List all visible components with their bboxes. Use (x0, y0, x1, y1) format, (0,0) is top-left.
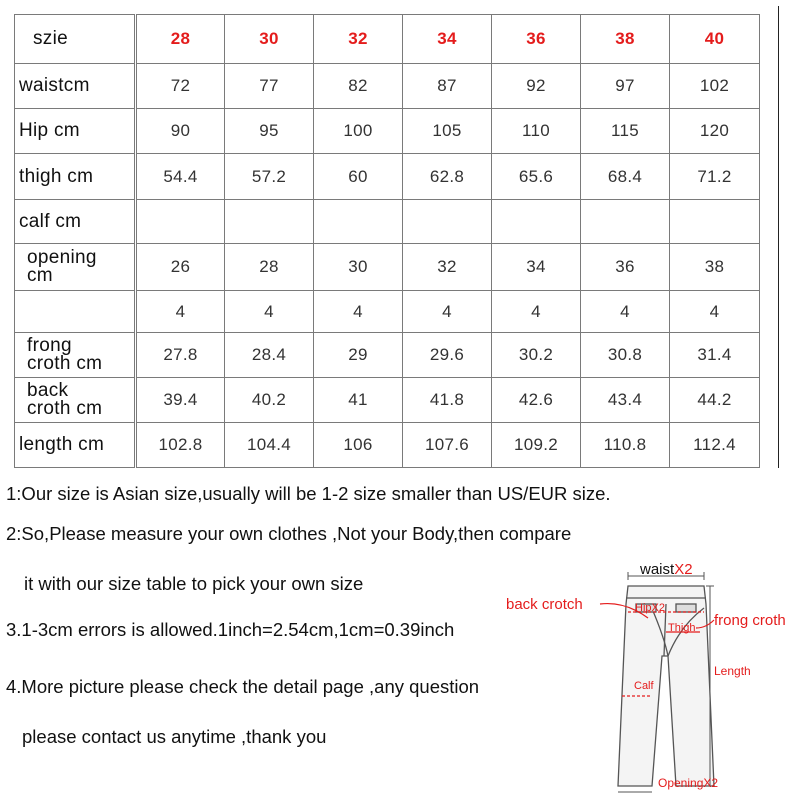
table-cell: 68.4 (581, 154, 670, 200)
row-label (15, 200, 136, 244)
row-label-line: calf cm (19, 210, 82, 232)
diagram-back-crotch-label: back crotch (506, 596, 583, 613)
table-cell: 115 (581, 109, 670, 154)
opening-text: Opening (658, 776, 704, 790)
table-row (15, 154, 760, 200)
row-label (15, 154, 136, 200)
note-2-continued: it with our size table to pick your own size (24, 573, 364, 594)
table-cell: 36 (581, 244, 670, 291)
diagram-opening-label (658, 776, 718, 790)
size-table-container (14, 14, 759, 467)
note-2: 2:So,Please measure your own clothes ,Not your Body,then compare (6, 523, 572, 544)
size-column-header: 30 (225, 15, 314, 64)
table-cell: 26 (136, 244, 225, 291)
row-label-line: back (27, 380, 69, 401)
table-cell: 87 (403, 64, 492, 109)
note-4-continued: please contact us anytime ,thank you (22, 726, 327, 747)
table-cell: 4 (403, 291, 492, 333)
table-cell: 41 (314, 378, 403, 423)
table-cell: 104.4 (225, 423, 314, 468)
size-column-header: 38 (581, 15, 670, 64)
diagram-length-label: Length (714, 664, 751, 678)
measurement-diagram (500, 556, 800, 796)
diagram-thigh-label: Thigh (668, 622, 696, 634)
table-cell (314, 200, 403, 244)
table-cell (492, 200, 581, 244)
table-cell: 57.2 (225, 154, 314, 200)
note-1: 1:Our size is Asian size,usually will be 1-2 size smaller than US/EUR size. (6, 483, 611, 504)
row-label (15, 423, 136, 468)
table-cell: 95 (225, 109, 314, 154)
table-row (15, 378, 760, 423)
table-cell: 39.4 (136, 378, 225, 423)
table-cell: 82 (314, 64, 403, 109)
row-label-line: thigh cm (19, 165, 94, 187)
table-cell: 4 (670, 291, 760, 333)
table-cell: 30.8 (581, 333, 670, 378)
table-header-row (15, 15, 760, 64)
table-cell: 4 (492, 291, 581, 333)
table-cell: 29 (314, 333, 403, 378)
row-label (15, 64, 136, 109)
table-cell: 107.6 (403, 423, 492, 468)
diagram-hip-label (635, 602, 665, 614)
row-label-line: frong (27, 335, 72, 356)
table-cell: 30.2 (492, 333, 581, 378)
pants-diagram-svg (500, 556, 800, 796)
table-cell: 27.8 (136, 333, 225, 378)
table-cell: 54.4 (136, 154, 225, 200)
diagram-calf-label: Calf (634, 680, 654, 692)
table-cell (581, 200, 670, 244)
table-row (15, 109, 760, 154)
table-row (15, 64, 760, 109)
table-cell: 38 (670, 244, 760, 291)
table-cell (136, 200, 225, 244)
table-cell: 102.8 (136, 423, 225, 468)
waist-multiplier: X2 (674, 561, 693, 578)
table-cell: 28.4 (225, 333, 314, 378)
row-label-line: cm (27, 265, 53, 286)
table-cell: 62.8 (403, 154, 492, 200)
row-label (15, 378, 136, 423)
vertical-divider (778, 6, 779, 468)
table-cell: 105 (403, 109, 492, 154)
table-cell: 4 (136, 291, 225, 333)
table-cell: 110.8 (581, 423, 670, 468)
table-cell: 29.6 (403, 333, 492, 378)
size-table (14, 14, 760, 468)
table-cell: 31.4 (670, 333, 760, 378)
hip-multiplier: X2 (651, 602, 665, 614)
table-row (15, 200, 760, 244)
row-label-line: croth cm (27, 353, 103, 374)
row-label-line: croth cm (27, 398, 103, 419)
size-column-header: 32 (314, 15, 403, 64)
table-cell: 30 (314, 244, 403, 291)
table-cell (670, 200, 760, 244)
note-4: 4.More picture please check the detail page ,any question (6, 676, 480, 697)
size-column-header: 34 (403, 15, 492, 64)
size-table-body (15, 15, 760, 468)
table-cell: 92 (492, 64, 581, 109)
size-column-header: 36 (492, 15, 581, 64)
table-cell: 90 (136, 109, 225, 154)
row-label (15, 291, 136, 333)
row-label (15, 244, 136, 291)
table-cell: 41.8 (403, 378, 492, 423)
diagram-frong-croth-label: frong croth (714, 612, 786, 629)
table-cell: 60 (314, 154, 403, 200)
table-cell: 109.2 (492, 423, 581, 468)
table-cell: 34 (492, 244, 581, 291)
table-row (15, 423, 760, 468)
waist-text: waist (640, 561, 675, 578)
table-cell: 4 (581, 291, 670, 333)
table-cell: 72 (136, 64, 225, 109)
table-cell: 43.4 (581, 378, 670, 423)
row-label (15, 333, 136, 378)
table-cell: 97 (581, 64, 670, 109)
table-cell: 28 (225, 244, 314, 291)
table-cell: 65.6 (492, 154, 581, 200)
table-cell: 110 (492, 109, 581, 154)
header-size-label: szie (15, 15, 136, 64)
table-cell: 100 (314, 109, 403, 154)
table-cell: 77 (225, 64, 314, 109)
hip-text: Hip (635, 602, 652, 614)
table-cell: 32 (403, 244, 492, 291)
row-label-line: opening (27, 247, 97, 268)
table-cell: 120 (670, 109, 760, 154)
note-3: 3.1-3cm errors is allowed.1inch=2.54cm,1cm=0.39inch (6, 619, 455, 640)
opening-multiplier: X2 (703, 776, 719, 790)
table-row (15, 333, 760, 378)
table-cell: 106 (314, 423, 403, 468)
row-label-line: waistcm (19, 75, 90, 96)
table-cell: 4 (314, 291, 403, 333)
table-cell: 40.2 (225, 378, 314, 423)
size-column-header: 28 (136, 15, 225, 64)
table-cell: 71.2 (670, 154, 760, 200)
table-cell: 112.4 (670, 423, 760, 468)
table-cell (225, 200, 314, 244)
table-cell: 44.2 (670, 378, 760, 423)
table-cell: 102 (670, 64, 760, 109)
diagram-waist-label (640, 561, 693, 578)
table-row (15, 244, 760, 291)
row-label (15, 109, 136, 154)
row-label-line: Hip cm (19, 120, 80, 141)
table-row (15, 291, 760, 333)
table-cell (403, 200, 492, 244)
size-column-header: 40 (670, 15, 760, 64)
row-label-line: length cm (19, 434, 105, 455)
table-cell: 42.6 (492, 378, 581, 423)
table-cell: 4 (225, 291, 314, 333)
